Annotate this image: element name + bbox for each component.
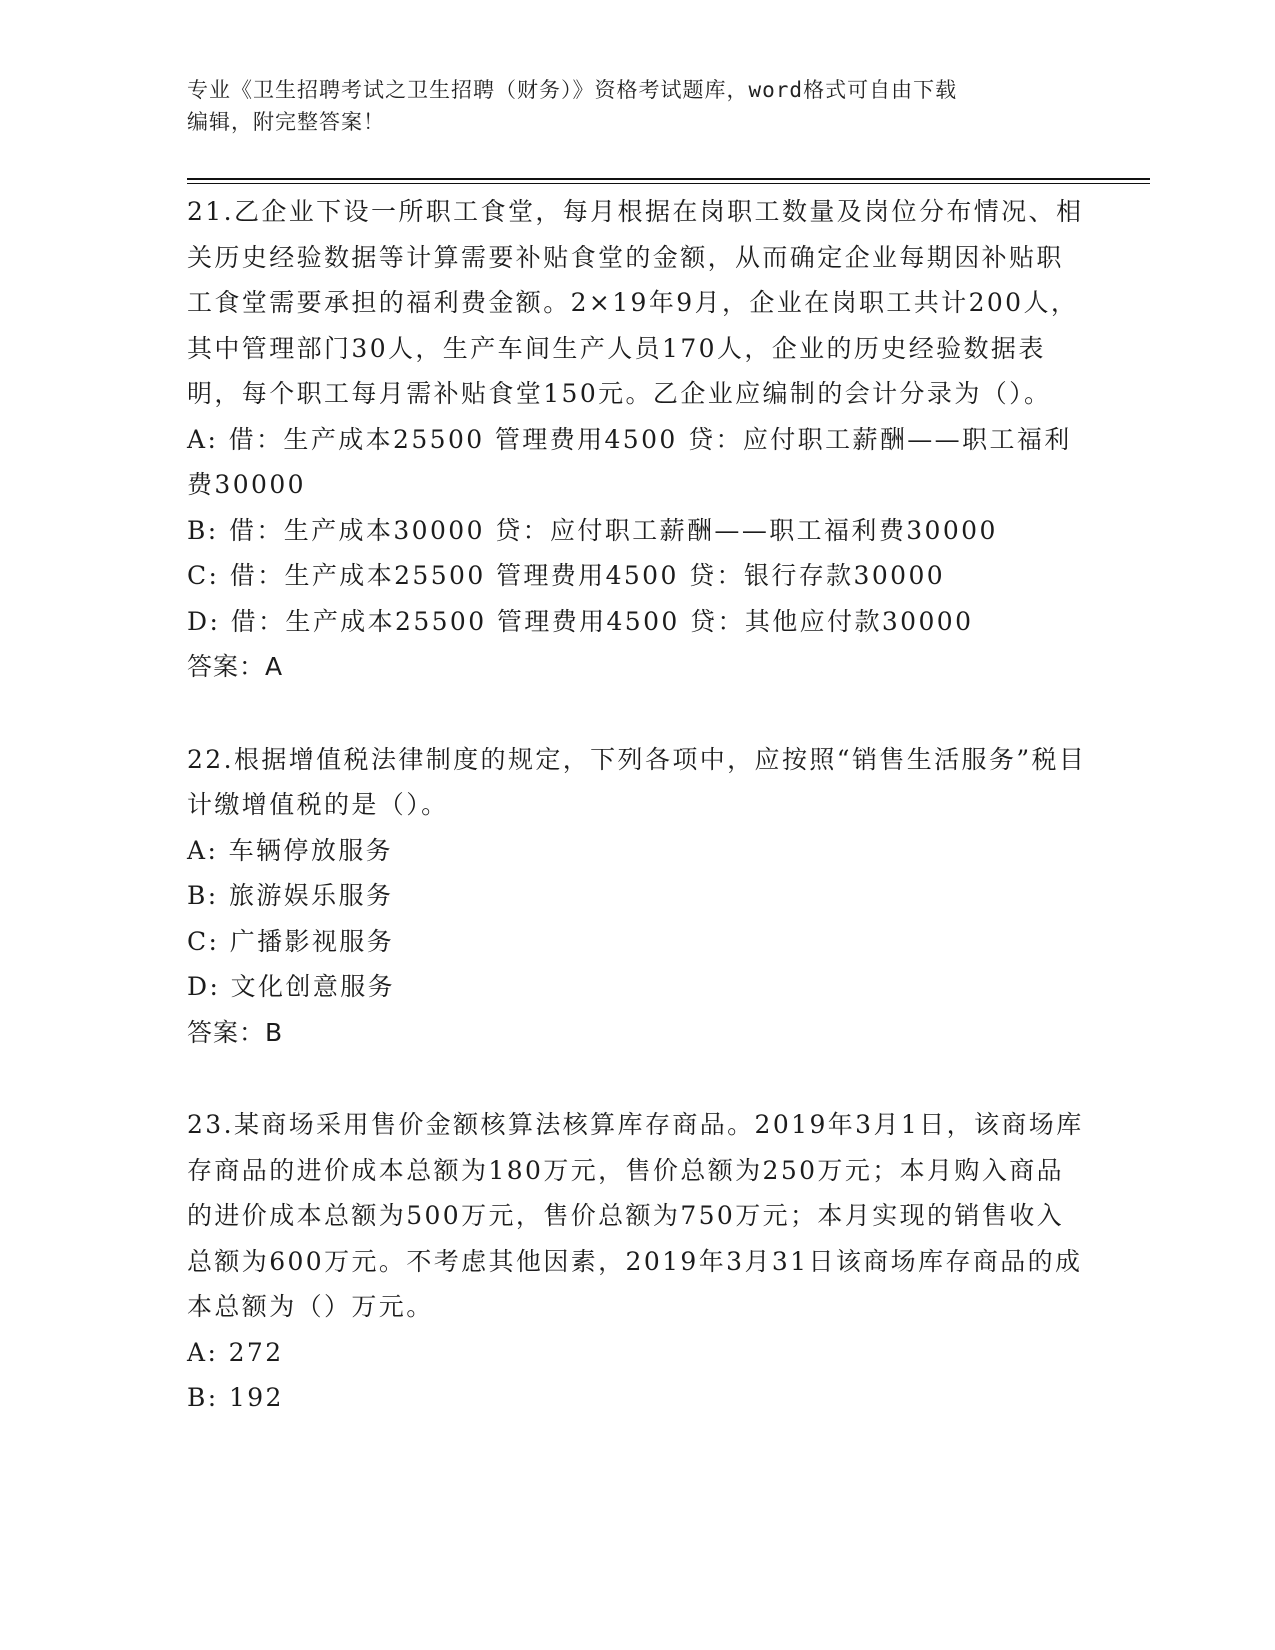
option-list	[187, 1330, 1087, 1421]
header-divider-thick	[187, 178, 1150, 180]
option-c: C: 借：生产成本25500 管理费用4500 贷：银行存款30000	[187, 561, 946, 590]
question-stem: 21.乙企业下设一所职工食堂，每月根据在岗职工数量及岗位分布情况、相关历史经验数据等计算需要补贴食堂的金额，从而确定企业每期因补贴职工食堂需要承担的福利费金额。2×19年9月，企业在岗职工共计200人，其中管理部门30人，生产车间生产人员170人，企业的历史经验数据表明，每个职工每月需补贴食堂150元。乙企业应编制的会计分录为（）。	[187, 197, 1084, 408]
question-stem: 22.根据增值税法律制度的规定，下列各项中，应按照“销售生活服务”税目计缴增值税的是（）。	[187, 744, 1087, 819]
option-list	[187, 417, 1087, 645]
option-a: A: 车辆停放服务	[187, 835, 394, 865]
question-stem: 23.某商场采用售价金额核算法核算库存商品。2019年3月1日，该商场库存商品的进价成本总额为180万元，售价总额为250万元；本月购入商品的进价成本总额为500万元，售价总额为750万元；本月实现的销售收入总额为600万元。不考虑其他因素，2019年3月31日该商场库存商品的成本总额为（）万元。	[187, 1110, 1084, 1321]
option-b: B: 192	[187, 1383, 284, 1412]
option-d: D: 借：生产成本25500 管理费用4500 贷：其他应付款30000	[187, 606, 974, 636]
option-list	[187, 828, 1087, 1010]
document-header	[187, 74, 1087, 138]
answer-label: 答案：A	[187, 652, 284, 681]
option-b: B: 旅游娱乐服务	[187, 881, 394, 910]
question-23	[187, 1102, 1087, 1421]
option-d: D: 文化创意服务	[187, 972, 396, 1001]
option-a: A: 272	[187, 1337, 284, 1367]
header-title-line-1: 专业《卫生招聘考试之卫生招聘（财务）》资格考试题库，word格式可自由下载	[187, 78, 958, 102]
header-divider-thin	[187, 183, 1150, 184]
question-22	[187, 737, 1087, 1056]
option-a: A: 借：生产成本25500 管理费用4500 贷：应付职工薪酬——职工福利费30000	[187, 424, 1072, 499]
answer-label: 答案：B	[187, 1017, 284, 1047]
option-c: C: 广播影视服务	[187, 926, 395, 956]
question-list	[187, 189, 1087, 1468]
option-b: B: 借：生产成本30000 贷：应付职工薪酬——职工福利费30000	[187, 515, 998, 545]
header-title-line-2: 编辑，附完整答案！	[187, 110, 385, 134]
question-21	[187, 189, 1087, 690]
